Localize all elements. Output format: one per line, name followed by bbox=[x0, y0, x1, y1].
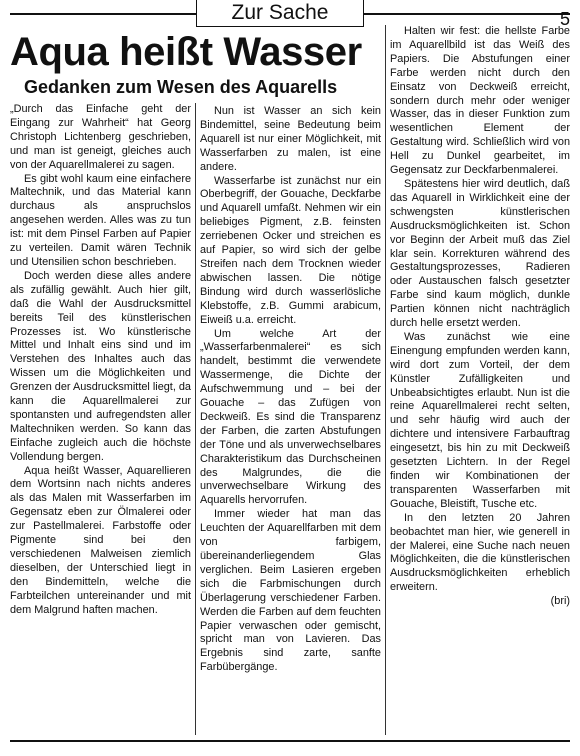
article-column-3 bbox=[390, 25, 570, 609]
paragraph: „Durch das Einfache geht der Eingang zur Wahrheit“ hat Georg Christoph Lichtenberg geschrieben, und man ist geneigt, gleiches auch von der Aquarellmalerei zu sagen. bbox=[10, 103, 191, 171]
author-signature: (bri) bbox=[550, 595, 570, 608]
paragraph: Immer wieder hat man das Leuchten der Aquarellfarben mit dem von farbigem, übereinanderliegendem Glas verglichen. Beim Lasieren ergeben sich die Farbmischungen durch Überlagerung verschiedener Farben. Werden die Farben auf dem feuchten Papier verwaschen oder gemischt, spricht man von Lavieren. Das Ergebnis sind zarte, sanfte Farbübergänge. bbox=[200, 508, 381, 674]
article-title: Aqua heißt Wasser bbox=[10, 30, 362, 74]
section-kicker: Zur Sache bbox=[196, 0, 364, 27]
paragraph: Wasserfarbe ist zunächst nur ein Oberbegriff, der Gouache, Deckfarbe und Aquarell umfaßt. Nehmen wir ein beliebiges Pigment, z.B. feinsten zerriebenen Ocker und streichen es auf Papier, so wird sich der gelbe Streifen nach dem Trocknen wieder abwischen lassen. Die nötige Bindung wird durch wasserlösliche Klebstoffe, z.B. Gummi arabicum, Eiweiß u.a. erreicht. bbox=[200, 174, 381, 326]
article-subtitle: Gedanken zum Wesen des Aquarells bbox=[24, 77, 338, 97]
paragraph: Aqua heißt Wasser, Aquarellieren dem Wortsinn nach nichts anderes als das Malen mit Wasserfarben im Gegensatz eben zur Ölmalerei oder zur Pastellmalerei. Farbstoffe oder Pigmente sind bei den verschiedenen Malweisen ziemlich dieselben, der Unterschied liegt in den Bindemitteln, welche die Farbteilchen untereinander und mit dem Malgrund haften machen. bbox=[10, 464, 191, 616]
paragraph: Es gibt wohl kaum eine einfachere Maltechnik, und das Material kann durchaus als anspruchslos angesehen werden. Alles was zu tun ist: mit dem Pinsel Farben auf Papier zu verteilen. Damit wären Technik und Utensilien schon beschrieben. bbox=[10, 172, 191, 268]
footer-rule bbox=[10, 740, 570, 742]
article-column-2 bbox=[200, 105, 381, 675]
page-number: 5 bbox=[559, 9, 570, 29]
paragraph: Halten wir fest: die hellste Farbe im Aquarellbild ist das Weiß des Papiers. Die Abstufungen einer Farbe werden nicht durch den Einsatz von Deckweiß erreicht, sondern durch mehr oder weniger Wasser, das in dieser Funktion zum wesentlichen Element der Gestaltung wird. Schließlich wird von Hell zu Dunkel gearbeitet, im Gegensatz zur Deckfarbenmalerei. bbox=[390, 25, 570, 177]
paragraph: Um welche Art der „Wasserfarbenmalerei“ es sich handelt, bestimmt die verwendete Wassermenge, die Dichte der Aufschwemmung und – bei der Gouache – das Zufügen von Deckweiß. Es sind die Transparenz der Farben, die zarten Abstufungen der Töne und als unverwechselbares Charakteristikum das Durchscheinen des Malgrundes, die die unverwechselbare Wirkung des Aquarells hervorrufen. bbox=[200, 327, 381, 507]
paragraph: In den letzten 20 Jahren beobachtet man hier, wie generell in der Malerei, eine Suche nach neuen Möglichkeiten, die die künstlerischen Ausdrucksmöglichkeiten erheblich erweitern. bbox=[390, 511, 570, 594]
paragraph: Spätestens hier wird deutlich, daß das Aquarell in Wirklichkeit eine der schwengsten künstlerischen Ausdrucksmöglichkeiten ist. Schon vor Beginn der Arbeit muß das Ziel klar sein. Korrekturen während des Gestaltungsprozesses, Radieren oder Austauschen falsch gesetzter Farbe sind kaum möglich, dunkle Partien können nicht nachträglich durch helle ersetzt werden. bbox=[390, 177, 570, 330]
article-column-1 bbox=[10, 103, 191, 618]
paragraph: Was zunächst wie eine Einengung empfunden werden kann, wird dort zum Vorteil, der dem Künstler Zufälligkeiten und Unbeabsichtigtes erlaubt. Nun ist die reine Aquarellmalerei recht selten, und sehr häufig wird auch der dichtere und intensivere Farbauftrag eingesetzt, bis hin zu mit Deckweiß gesetzten Lichtern. In der Regel finden wir Kombinationen der transparenten Wasserfarben mit Gouache, Bleistift, Tusche etc. bbox=[390, 330, 570, 510]
column-separator bbox=[195, 103, 196, 735]
paragraph: Nun ist Wasser an sich kein Bindemittel, seine Bedeutung beim Aquarell ist nur einer Möglichkeit, mit Wasserfarben zu malen, ist eine andere. bbox=[200, 105, 381, 173]
column-separator bbox=[385, 25, 386, 735]
paragraph: Doch werden diese alles andere als zufällig gewählt. Auch hier gilt, daß die Wahl der Ausdrucksmittel bereits Teil des künstlerischen Prozesses ist. Wo künstlerische Mittel und Inhalt eins sind und im Verstehen des Inhaltes auch das Wissen um die Möglichkeiten und Grenzen der Ausdrucksmittel liegt, da kann die Aquarellmalerei zur spontansten und aufregendsten aller Maltechniken werden. So kann das Einfache zugleich auch die höchste Vollendung bergen. bbox=[10, 269, 191, 463]
